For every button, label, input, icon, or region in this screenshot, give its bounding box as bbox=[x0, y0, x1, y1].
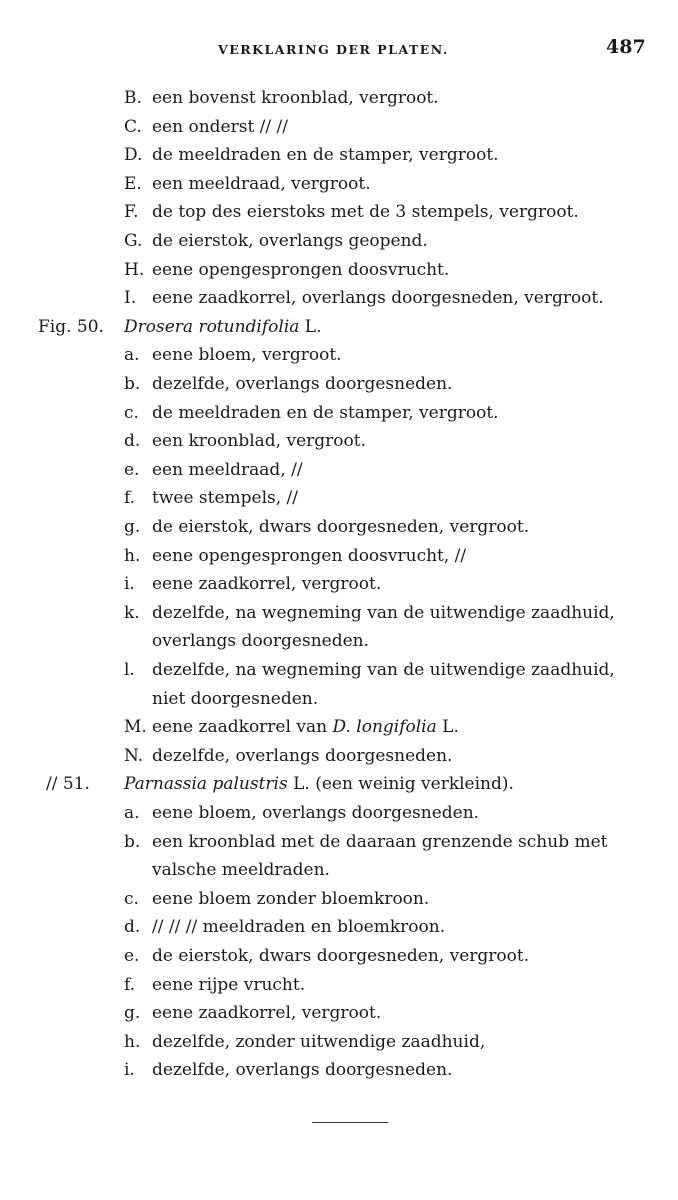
item-text: dezelfde, na wegneming van de uitwendige zaadhuid, bbox=[152, 602, 615, 623]
item-text-rest: L. bbox=[299, 316, 322, 337]
item-text: valsche meeldraden. bbox=[152, 860, 330, 881]
list-item bbox=[0, 456, 678, 484]
list-item bbox=[0, 256, 678, 284]
list-item bbox=[0, 1028, 678, 1056]
item-label: g. bbox=[124, 517, 141, 537]
item-text: een onderst // // bbox=[152, 116, 288, 137]
list-item bbox=[0, 399, 678, 427]
item-label: c. bbox=[124, 888, 139, 909]
item-text: dezelfde, overlangs doorgesneden. bbox=[152, 745, 453, 766]
item-label: a. bbox=[124, 803, 140, 823]
item-text: niet doorgesneden. bbox=[152, 688, 319, 709]
item-label: H. bbox=[124, 259, 145, 280]
page-header bbox=[0, 34, 678, 64]
list-item bbox=[0, 84, 678, 112]
list-item bbox=[0, 284, 678, 312]
item-label: b. bbox=[124, 374, 141, 394]
list-item bbox=[0, 427, 678, 455]
figure-number: Fig. 50. bbox=[38, 316, 104, 337]
list-item bbox=[0, 513, 678, 541]
page-number: 487 bbox=[606, 36, 646, 58]
item-text: dezelfde, overlangs doorgesneden. bbox=[152, 374, 453, 394]
list-item bbox=[0, 227, 678, 255]
list-item bbox=[0, 971, 678, 999]
list-item bbox=[0, 713, 678, 741]
item-label: C. bbox=[124, 116, 142, 137]
item-label: D. bbox=[124, 145, 143, 166]
list-item bbox=[0, 198, 678, 226]
item-text: een kroonblad, vergroot. bbox=[152, 431, 366, 452]
item-text: de top des eierstoks met de 3 stempels, vergroot. bbox=[152, 202, 579, 223]
list-item bbox=[0, 799, 678, 827]
item-label: B. bbox=[124, 88, 142, 108]
item-label: G. bbox=[124, 231, 143, 251]
item-text: de meeldraden en de stamper, vergroot. bbox=[152, 145, 499, 166]
item-text: eene bloem, vergroot. bbox=[152, 345, 342, 366]
list-item bbox=[0, 913, 678, 941]
item-label: f. bbox=[124, 488, 136, 509]
item-text: de eierstok, dwars doorgesneden, vergroot. bbox=[152, 946, 530, 966]
item-label: F. bbox=[124, 202, 139, 223]
species-name: Drosera rotundifolia bbox=[124, 316, 300, 337]
item-label: d. bbox=[124, 431, 141, 452]
item-text: eene zaadkorrel, vergroot. bbox=[152, 574, 382, 595]
list-item bbox=[0, 1056, 678, 1084]
item-label: g. bbox=[124, 1003, 141, 1024]
item-text: dezelfde, overlangs doorgesneden. bbox=[152, 1060, 453, 1081]
item-label: l. bbox=[124, 660, 135, 680]
item-text: eene zaadkorrel, overlangs doorgesneden, vergroot. bbox=[152, 288, 604, 309]
list-item bbox=[0, 542, 678, 570]
item-text: // // // meeldraden en bloemkroon. bbox=[152, 917, 446, 938]
list-item bbox=[0, 313, 678, 341]
item-label: a. bbox=[124, 345, 140, 366]
item-text: een meeldraad, // bbox=[152, 459, 303, 480]
item-text: een kroonblad met de daaraan grenzende schub met bbox=[152, 831, 608, 852]
item-text: dezelfde, na wegneming van de uitwendige zaadhuid, bbox=[152, 660, 615, 680]
item-label: k. bbox=[124, 602, 140, 623]
item-text: een meeldraad, vergroot. bbox=[152, 173, 371, 194]
item-text: eene opengesprongen doosvrucht, // bbox=[152, 545, 467, 566]
list-item bbox=[0, 570, 678, 598]
item-text bbox=[152, 713, 459, 741]
item-text-pre: eene zaadkorrel van bbox=[152, 717, 333, 738]
item-text: de eierstok, overlangs geopend. bbox=[152, 231, 428, 251]
item-text: eene rijpe vrucht. bbox=[152, 974, 306, 995]
list-item bbox=[0, 341, 678, 369]
item-text-rest: L. (een weinig verkleind). bbox=[287, 774, 514, 795]
list-item bbox=[0, 141, 678, 169]
list-item bbox=[0, 599, 678, 627]
item-text: een bovenst kroonblad, vergroot. bbox=[152, 88, 439, 108]
species-name: Parnassia palustris bbox=[124, 774, 288, 795]
item-label: h. bbox=[124, 1031, 141, 1052]
item-text-post: L. bbox=[436, 717, 459, 738]
list-item bbox=[0, 999, 678, 1027]
list-item bbox=[0, 627, 678, 655]
item-label: e. bbox=[124, 946, 140, 966]
item-label: i. bbox=[124, 1060, 135, 1081]
item-label: E. bbox=[124, 173, 142, 194]
figure-number: // 51. bbox=[46, 774, 90, 795]
item-text bbox=[124, 313, 322, 341]
item-label: f. bbox=[124, 974, 136, 995]
item-label: i. bbox=[124, 574, 135, 595]
list-item bbox=[0, 770, 678, 798]
item-label: b. bbox=[124, 831, 141, 852]
item-text: twee stempels, // bbox=[152, 488, 299, 509]
list-item bbox=[0, 484, 678, 512]
item-text: de meeldraden en de stamper, vergroot. bbox=[152, 402, 499, 423]
list-item bbox=[0, 828, 678, 856]
list-item bbox=[0, 370, 678, 398]
list-item bbox=[0, 856, 678, 884]
item-text: eene zaadkorrel, vergroot. bbox=[152, 1003, 382, 1024]
item-label: c. bbox=[124, 402, 139, 423]
item-text: dezelfde, zonder uitwendige zaadhuid, bbox=[152, 1031, 486, 1052]
item-text: eene bloem zonder bloemkroon. bbox=[152, 888, 430, 909]
item-label: d. bbox=[124, 917, 141, 938]
item-label: N. bbox=[124, 745, 144, 766]
item-text: eene bloem, overlangs doorgesneden. bbox=[152, 803, 480, 823]
end-rule bbox=[312, 1122, 388, 1123]
list-item bbox=[0, 113, 678, 141]
list-item bbox=[0, 885, 678, 913]
item-label: e. bbox=[124, 459, 140, 480]
running-title: VERKLARING DER PLATEN. bbox=[218, 42, 449, 57]
item-text bbox=[124, 770, 514, 798]
item-label: M. bbox=[124, 717, 147, 738]
list-item bbox=[0, 656, 678, 684]
item-text: eene opengesprongen doosvrucht. bbox=[152, 259, 450, 280]
list-item bbox=[0, 942, 678, 970]
item-text: overlangs doorgesneden. bbox=[152, 631, 370, 652]
list-item bbox=[0, 742, 678, 770]
list-item bbox=[0, 685, 678, 713]
item-text: de eierstok, dwars doorgesneden, vergroot. bbox=[152, 517, 530, 537]
list-item bbox=[0, 170, 678, 198]
species-name: D. longifolia bbox=[332, 717, 437, 738]
item-label: h. bbox=[124, 545, 141, 566]
item-label: I. bbox=[124, 288, 137, 309]
